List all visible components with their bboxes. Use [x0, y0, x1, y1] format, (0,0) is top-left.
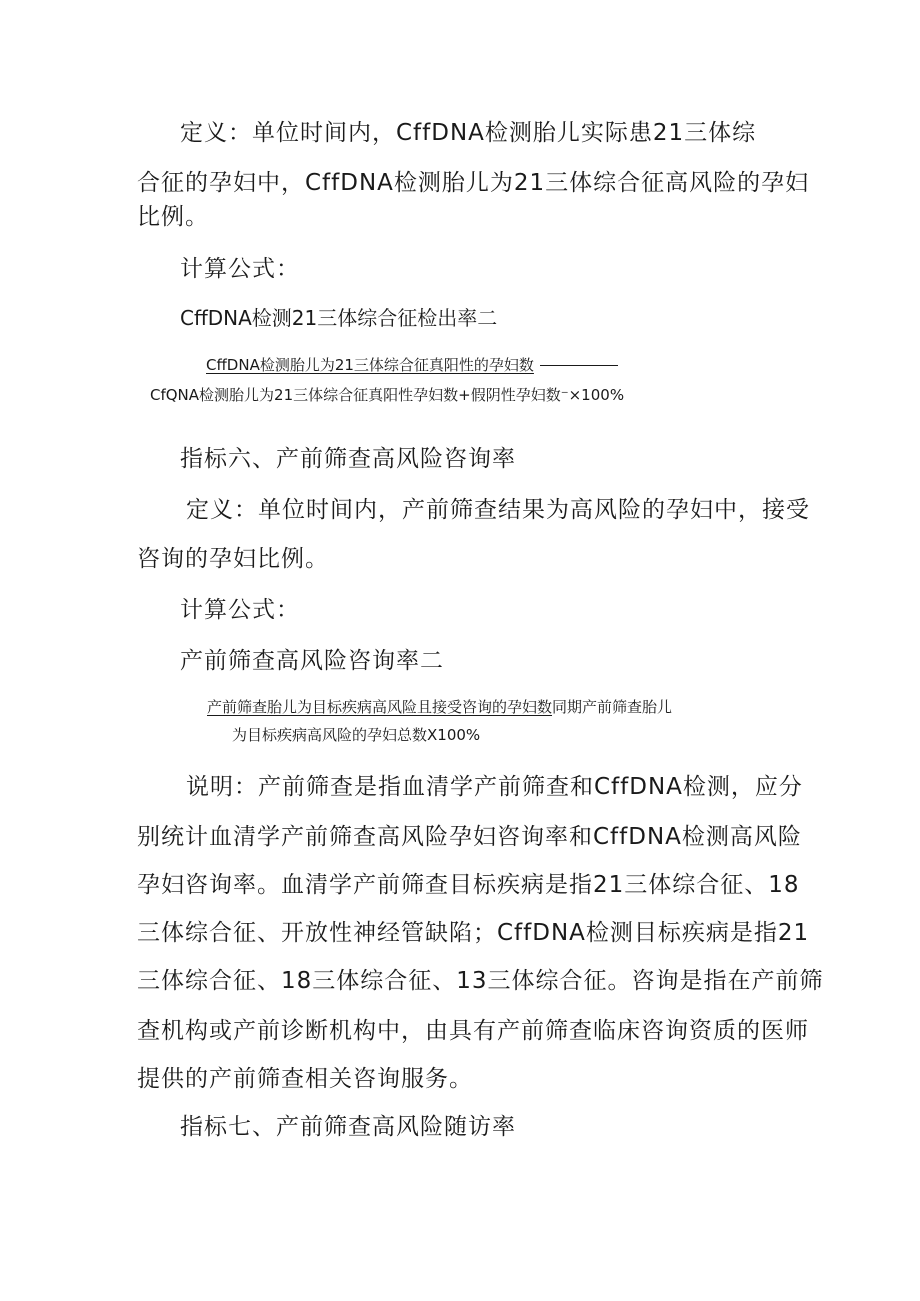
note-line-1: 说明：产前筛查是指血清学产前筛查和CffDNA检测，应分 — [186, 774, 803, 800]
sec6-definition-line-2: 咨询的孕妇比例。 — [137, 546, 329, 572]
sec6-denominator-part-1: 同期产前筛查胎儿 — [552, 698, 673, 716]
sec6-numerator-text: 产前筛查胎儿为目标疾病高风险且接受咨询的孕妇数 — [207, 698, 553, 716]
sec6-formula-lhs: 产前筛查高风险咨询率二 — [180, 648, 444, 674]
sec6-calc-label: 计算公式： — [180, 597, 300, 623]
sec6-heading: 指标六、产前筛查高风险咨询率 — [180, 446, 516, 472]
sec5-formula-lhs: CffDNA检测21三体综合征检出率二 — [180, 306, 498, 330]
note-line-2: 别统计血清学产前筛查高风险孕妇咨询率和CffDNA检测高风险 — [137, 824, 802, 850]
sec5-definition-line-3: 比例。 — [137, 204, 209, 230]
note-line-4: 三体综合征、开放性神经管缺陷；CffDNA检测目标疾病是指21 — [137, 920, 810, 946]
note-line-6: 查机构或产前诊断机构中，由具有产前筛查临床咨询资质的医师 — [137, 1018, 809, 1044]
sec6-formula-denominator: 为目标疾病高风险的孕妇总数X100% — [232, 726, 481, 744]
sec7-heading: 指标七、产前筛查高风险随访率 — [180, 1114, 516, 1140]
note-line-3: 孕妇咨询率。血清学产前筛查目标疾病是指21三体综合征、18 — [137, 872, 800, 898]
sec5-definition-line-2: 合征的孕妇中，CffDNA检测胎儿为21三体综合征高风险的孕妇 — [137, 170, 810, 196]
note-line-7: 提供的产前筛查相关咨询服务。 — [137, 1066, 473, 1092]
sec5-formula-numerator — [206, 354, 618, 375]
sec6-definition-line-1: 定义：单位时间内，产前筛查结果为高风险的孕妇中，接受 — [186, 497, 810, 523]
sec5-formula-denominator: CfQNA检测胎儿为21三体综合征真阳性孕妇数+假阴性孕妇数⁻×100% — [150, 386, 625, 404]
note-line-5: 三体综合征、18三体综合征、13三体综合征。咨询是指在产前筛 — [137, 968, 824, 994]
sec5-calc-label: 计算公式： — [180, 256, 300, 282]
sec5-definition-line-1: 定义：单位时间内，CffDNA检测胎儿实际患21三体综 — [180, 120, 757, 146]
sec6-formula-numerator — [207, 696, 672, 717]
fraction-rule — [540, 365, 618, 366]
sec5-numerator-text: CffDNA检测胎儿为21三体综合征真阳性的孕妇数 — [206, 356, 534, 374]
